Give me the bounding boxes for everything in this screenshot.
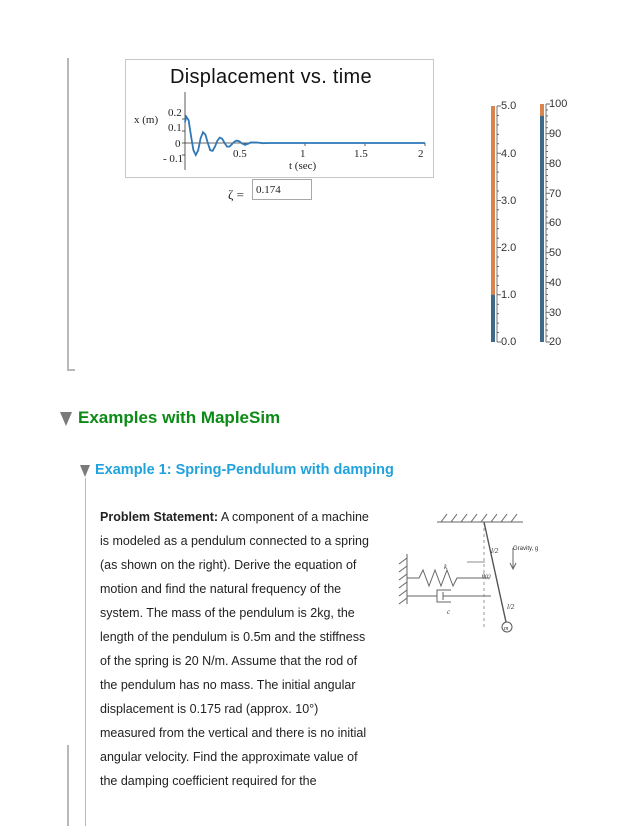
left-gauge-label-5: 5.0: [501, 100, 517, 112]
left-gauge-fill: [491, 295, 495, 342]
problem-line-3: motion and find the natural frequency of the: [100, 582, 342, 596]
left-gauge-label-4: 4.0: [501, 148, 517, 160]
diagram-k: k: [444, 563, 448, 571]
section-title: Examples with MapleSim: [78, 408, 281, 427]
right-gauge-label-60: 60: [549, 217, 562, 229]
problem-line-7: the pendulum has no mass. The initial angular: [100, 678, 356, 692]
plot-xtick-2: 1.5: [354, 148, 368, 160]
section-collapse-toggle[interactable]: [60, 412, 72, 426]
left-gauge-label-2: 2.0: [501, 242, 517, 254]
problem-line-9: measured from the vertical and there is no initial: [100, 726, 367, 740]
right-gauge-fill: [540, 116, 544, 342]
problem-line-8: displacement is 0.175 rad (approx. 10°): [100, 702, 319, 716]
left-gauge-label-0: 0.0: [501, 336, 517, 348]
plot-ytick-2: 0: [175, 138, 181, 150]
plot-xtick-0: 0.5: [233, 148, 247, 160]
problem-line-2: (as shown on the right). Derive the equation of: [100, 558, 357, 572]
problem-line-6: of the spring is 20 N/m. Assume that the rod of: [100, 654, 358, 668]
example-rule: [85, 478, 86, 826]
pendulum-diagram: [395, 508, 545, 638]
plot-xlabel: t (sec): [289, 160, 317, 172]
plot-title: Displacement vs. time: [170, 66, 372, 88]
diagram-l2-bottom: l/2: [507, 603, 515, 611]
left-gauge-label-1: 1.0: [501, 289, 517, 301]
plot-xtick-3: 2: [418, 148, 424, 160]
right-gauge-label-100: 100: [549, 98, 568, 110]
problem-line-11: the damping coefficient required for the: [100, 774, 317, 788]
plot-ytick-1: 0.1: [168, 122, 182, 134]
right-gauge-label-70: 70: [549, 188, 562, 200]
diagram-gravity: Gravity, g: [513, 546, 539, 552]
left-gauge-ticks: [497, 106, 501, 342]
zeta-label: ζ =: [228, 187, 244, 202]
problem-line-4: system. The mass of the pendulum is 2kg, the: [100, 606, 355, 620]
problem-line-10: angular velocity. Find the approximate value of: [100, 750, 358, 764]
diagram-l2-top: l/2: [491, 547, 499, 555]
plot-ytick-0: 0.2: [168, 107, 182, 119]
left-gauge-label-3: 3.0: [501, 195, 517, 207]
right-gauge-label-40: 40: [549, 277, 562, 289]
plot-xtick-1: 1: [300, 148, 306, 160]
diagram-c: c: [447, 608, 451, 616]
diagram-m: m: [504, 626, 509, 632]
pendulum-rod: [484, 522, 506, 622]
plot-ytick-3: - 0.1: [163, 153, 184, 165]
problem-label: Problem Statement:: [100, 510, 219, 524]
problem-line-5: length of the pendulum is 0.5m and the stiffness: [100, 630, 366, 644]
right-gauge-label-50: 50: [549, 247, 562, 259]
example-collapse-toggle[interactable]: [80, 465, 90, 477]
problem-line-1: is modeled as a pendulum connected to a spring: [100, 534, 369, 548]
spring: [407, 570, 489, 586]
right-gauge-label-30: 30: [549, 307, 562, 319]
problem-line-0: A component of a machine: [218, 510, 369, 524]
example-title: Example 1: Spring-Pendulum with damping: [95, 462, 394, 478]
plot-ylabel: x (m): [134, 114, 159, 126]
problem-statement: [100, 505, 385, 793]
right-gauge-label-20: 20: [549, 336, 562, 348]
right-gauge-label-80: 80: [549, 158, 562, 170]
right-gauge-label-90: 90: [549, 128, 562, 140]
diagram-theta: θ(t): [482, 574, 491, 580]
